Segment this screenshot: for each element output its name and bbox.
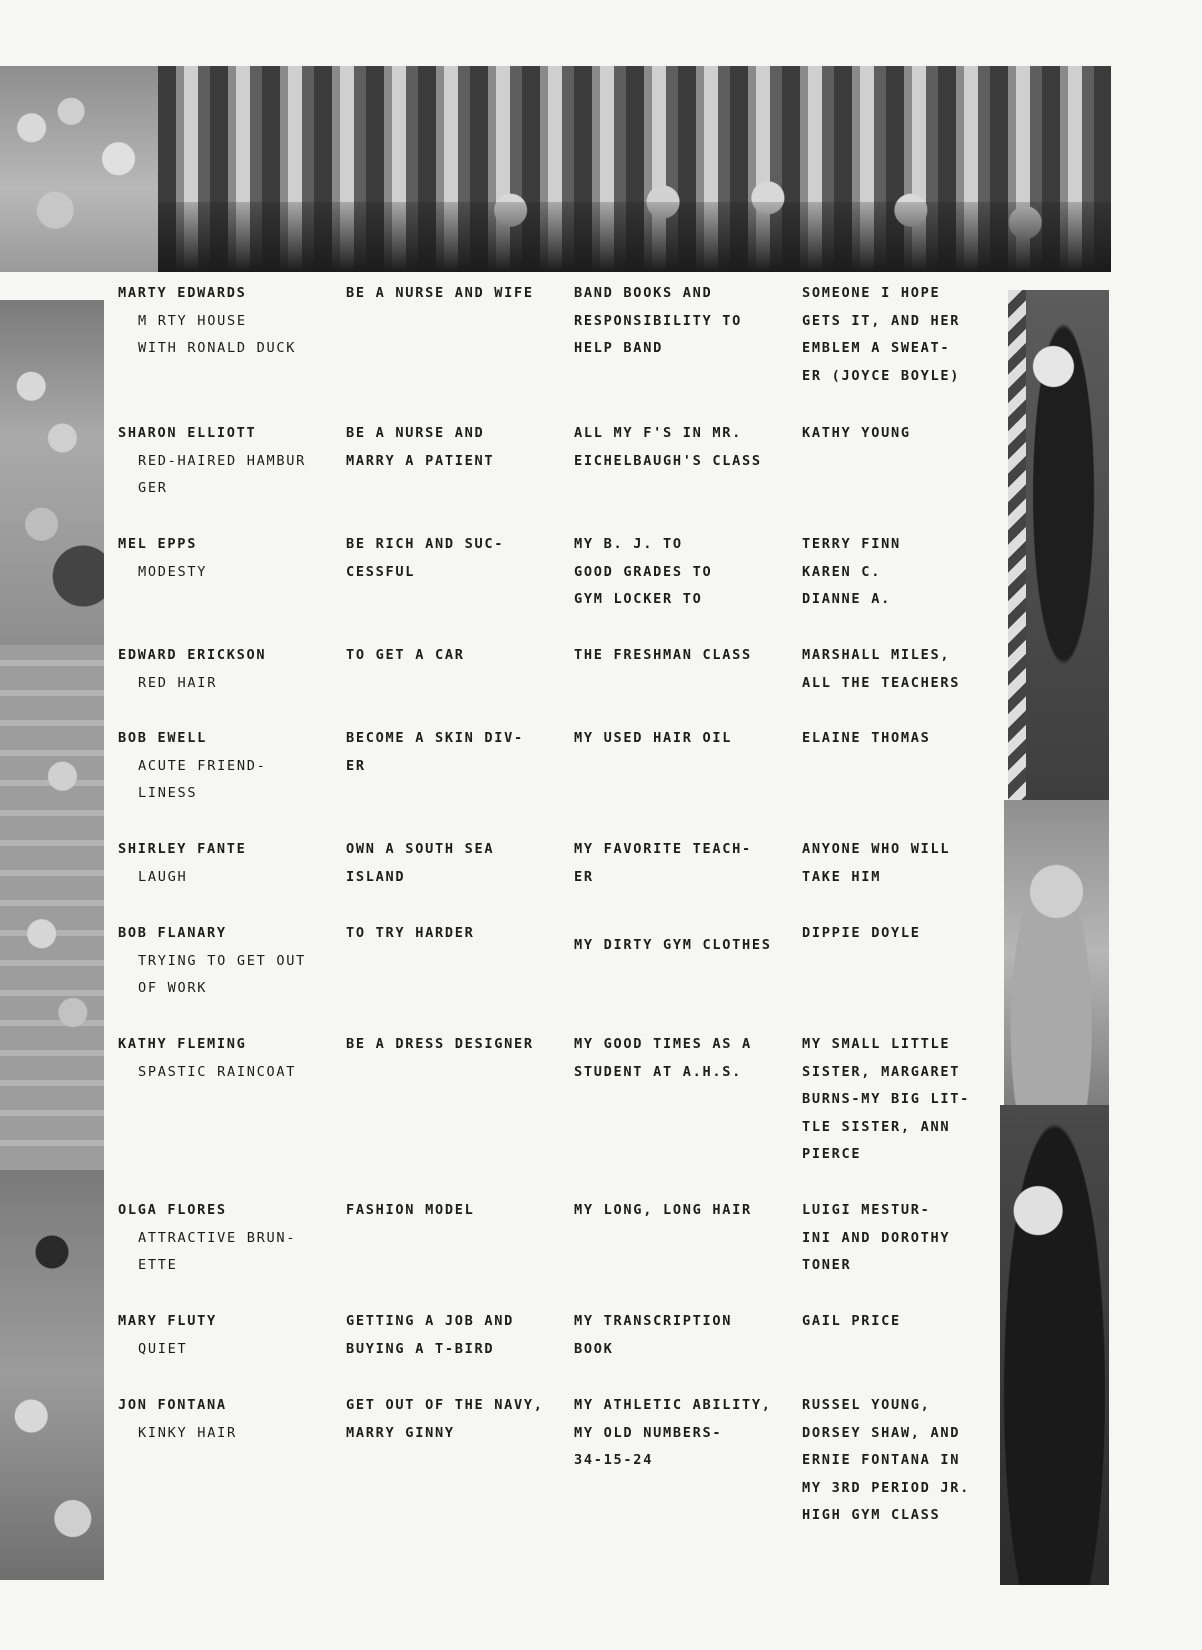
ambition-line: BE A NURSE AND xyxy=(346,425,485,441)
bequest-line: MY TRANSCRIPTION xyxy=(574,1313,733,1329)
bequest-line xyxy=(574,920,802,926)
recipient-line: KAREN C. xyxy=(802,563,882,580)
bequest-line: 34-15-24 xyxy=(574,1452,654,1468)
bequest-line: BOOK xyxy=(574,1340,614,1357)
ambition-line: FASHION MODEL xyxy=(346,1202,475,1218)
recipient-line: GETS IT, AND HER xyxy=(802,312,961,329)
recipient-line: SISTER, MARGARET xyxy=(802,1063,961,1080)
ambition-column xyxy=(346,920,574,948)
bequest-line: GOOD GRADES TO xyxy=(574,563,713,580)
photo-students-top-left xyxy=(0,66,158,272)
senior-name: MARTY EDWARDS xyxy=(118,285,247,301)
recipient-column xyxy=(802,836,1010,891)
name-column xyxy=(118,280,343,363)
photo-left-crowd-1 xyxy=(0,300,104,645)
senior-name: SHIRLEY FANTE xyxy=(118,841,247,857)
ambition-line: BUYING A T-BIRD xyxy=(346,1340,495,1357)
ambition-line: GET OUT OF THE NAVY, xyxy=(346,1397,544,1413)
recipient-column xyxy=(802,920,1010,948)
recipient-line: INI AND DOROTHY xyxy=(802,1229,951,1246)
senior-trait: RED HAIR xyxy=(138,674,218,691)
ambition-line: BECOME A SKIN DIV- xyxy=(346,730,524,746)
senior-trait: WITH RONALD DUCK xyxy=(138,340,297,356)
recipient-line: TLE SISTER, ANN xyxy=(802,1118,951,1135)
bequest-line: BAND BOOKS AND xyxy=(574,285,713,301)
recipient-line: DIANNE A. xyxy=(802,591,891,607)
bequest-line: MY USED HAIR OIL xyxy=(574,730,733,746)
ambition-line: BE RICH AND SUC- xyxy=(346,536,505,552)
bequest-line: THE FRESHMAN CLASS xyxy=(574,647,752,663)
bequest-column xyxy=(574,1308,802,1363)
recipient-column xyxy=(802,1308,1010,1336)
photo-right-gymnast xyxy=(1008,290,1109,800)
name-column xyxy=(118,836,343,891)
senior-name: MARY FLUTY xyxy=(118,1313,217,1329)
ambition-line: MARRY A PATIENT xyxy=(346,452,495,469)
bequest-line: EICHELBAUGH'S CLASS xyxy=(574,452,762,469)
recipient-line: KATHY YOUNG xyxy=(802,425,911,441)
ambition-line: MARRY GINNY xyxy=(346,1424,455,1441)
recipient-column xyxy=(802,1392,1010,1530)
bequest-line: ALL MY F'S IN MR. xyxy=(574,425,743,441)
bequest-line: MY OLD NUMBERS- xyxy=(574,1424,723,1441)
bequest-column xyxy=(574,280,802,363)
ambition-column xyxy=(346,420,574,475)
senior-trait: OF WORK xyxy=(138,980,208,996)
name-column xyxy=(118,531,343,586)
ambition-line: BE A DRESS DESIGNER xyxy=(346,1036,534,1052)
senior-trait: ATTRACTIVE BRUN- xyxy=(138,1229,297,1246)
recipient-line: LUIGI MESTUR- xyxy=(802,1202,931,1218)
recipient-line: DORSEY SHAW, AND xyxy=(802,1424,961,1441)
ambition-column xyxy=(346,642,574,670)
name-column xyxy=(118,1197,343,1280)
recipient-column xyxy=(802,1197,1010,1280)
senior-name: KATHY FLEMING xyxy=(118,1036,247,1052)
recipient-line: MY 3RD PERIOD JR. xyxy=(802,1479,971,1496)
recipient-column xyxy=(802,725,1010,753)
recipient-line: GAIL PRICE xyxy=(802,1313,901,1329)
bequest-column xyxy=(574,420,802,475)
ambition-column xyxy=(346,725,574,780)
bequest-line: MY B. J. TO xyxy=(574,536,683,552)
photo-right-student xyxy=(1004,800,1109,1105)
recipient-line: BURNS-MY BIG LIT- xyxy=(802,1091,971,1107)
bequest-line: HELP BAND xyxy=(574,340,663,356)
senior-name: OLGA FLORES xyxy=(118,1202,227,1218)
recipient-column xyxy=(802,531,1010,614)
recipient-line: RUSSEL YOUNG, xyxy=(802,1397,931,1413)
recipient-line: MY SMALL LITTLE xyxy=(802,1036,951,1052)
photo-left-crowd-2 xyxy=(0,645,104,1170)
senior-trait: QUIET xyxy=(138,1340,188,1357)
name-column xyxy=(118,725,343,808)
recipient-line: EMBLEM A SWEAT- xyxy=(802,340,951,356)
ambition-column xyxy=(346,1308,574,1363)
name-column xyxy=(118,642,343,697)
bequest-line: MY GOOD TIMES AS A xyxy=(574,1036,752,1052)
bequest-column xyxy=(574,920,802,960)
senior-name: EDWARD ERICKSON xyxy=(118,647,267,663)
recipient-line: ANYONE WHO WILL xyxy=(802,841,951,857)
senior-name: SHARON ELLIOTT xyxy=(118,425,257,441)
bequest-column xyxy=(574,1197,802,1225)
ambition-column xyxy=(346,1031,574,1059)
senior-trait: LAUGH xyxy=(138,868,188,885)
photo-left-crowd-3 xyxy=(0,1170,104,1580)
senior-name: BOB EWELL xyxy=(118,730,207,746)
photo-right-girl xyxy=(1000,1105,1109,1585)
ambition-column xyxy=(346,1197,574,1225)
bequest-column xyxy=(574,531,802,614)
recipient-line: TERRY FINN xyxy=(802,536,901,552)
ambition-line: TO TRY HARDER xyxy=(346,925,475,941)
ambition-column xyxy=(346,280,574,308)
name-column xyxy=(118,420,343,503)
bequest-line: MY LONG, LONG HAIR xyxy=(574,1202,752,1218)
bequest-line: MY FAVORITE TEACH- xyxy=(574,841,752,857)
senior-trait: LINESS xyxy=(138,785,198,801)
recipient-line: PIERCE xyxy=(802,1146,862,1162)
recipient-line: ER (JOYCE BOYLE) xyxy=(802,367,961,384)
bequest-column xyxy=(574,836,802,891)
recipient-line: ERNIE FONTANA IN xyxy=(802,1452,961,1468)
senior-trait: SPASTIC RAINCOAT xyxy=(138,1063,297,1080)
senior-trait: GER xyxy=(138,480,168,496)
bequest-line: GYM LOCKER TO xyxy=(574,591,703,607)
recipient-line: TAKE HIM xyxy=(802,868,882,885)
recipient-line: DIPPIE DOYLE xyxy=(802,925,921,941)
ambition-column xyxy=(346,836,574,891)
bequest-line: ER xyxy=(574,868,594,885)
recipient-column xyxy=(802,420,1010,448)
bequest-line: MY DIRTY GYM CLOTHES xyxy=(574,937,772,953)
senior-name: MEL EPPS xyxy=(118,536,198,552)
recipient-line: TONER xyxy=(802,1257,852,1273)
name-column xyxy=(118,1308,343,1363)
senior-trait: KINKY HAIR xyxy=(138,1424,237,1441)
senior-trait: ETTE xyxy=(138,1257,178,1273)
senior-trait: M RTY HOUSE xyxy=(138,312,247,329)
senior-trait: MODESTY xyxy=(138,563,208,580)
name-column xyxy=(118,920,343,1003)
senior-name: JON FONTANA xyxy=(118,1397,227,1413)
bequest-line: MY ATHLETIC ABILITY, xyxy=(574,1397,772,1413)
senior-trait: RED-HAIRED HAMBUR xyxy=(138,452,307,469)
bequest-column xyxy=(574,1392,802,1475)
senior-name: BOB FLANARY xyxy=(118,925,227,941)
name-column xyxy=(118,1031,343,1086)
recipient-column xyxy=(802,642,1010,697)
ambition-line: GETTING A JOB AND xyxy=(346,1313,515,1329)
bequest-line: RESPONSIBILITY TO xyxy=(574,312,743,329)
photo-cheerleaders-banner xyxy=(158,66,1111,272)
recipient-line: ALL THE TEACHERS xyxy=(802,674,961,691)
ambition-line: OWN A SOUTH SEA xyxy=(346,841,495,857)
bequest-column xyxy=(574,1031,802,1086)
name-column xyxy=(118,1392,343,1447)
bequest-column xyxy=(574,642,802,670)
recipient-line: MARSHALL MILES, xyxy=(802,647,951,663)
senior-trait: TRYING TO GET OUT xyxy=(138,952,307,969)
ambition-line: ISLAND xyxy=(346,868,406,885)
ambition-line: CESSFUL xyxy=(346,563,416,580)
recipient-line: HIGH GYM CLASS xyxy=(802,1507,941,1523)
recipient-line: ELAINE THOMAS xyxy=(802,730,931,746)
bequest-line: STUDENT AT A.H.S. xyxy=(574,1063,743,1080)
recipient-line: SOMEONE I HOPE xyxy=(802,285,941,301)
ambition-line: ER xyxy=(346,757,366,774)
ambition-column xyxy=(346,531,574,586)
bequest-column xyxy=(574,725,802,753)
recipient-column xyxy=(802,280,1010,390)
ambition-column xyxy=(346,1392,574,1447)
ambition-line: BE A NURSE AND WIFE xyxy=(346,285,534,301)
ambition-line: TO GET A CAR xyxy=(346,647,465,663)
senior-trait: ACUTE FRIEND- xyxy=(138,757,267,774)
recipient-column xyxy=(802,1031,1010,1169)
